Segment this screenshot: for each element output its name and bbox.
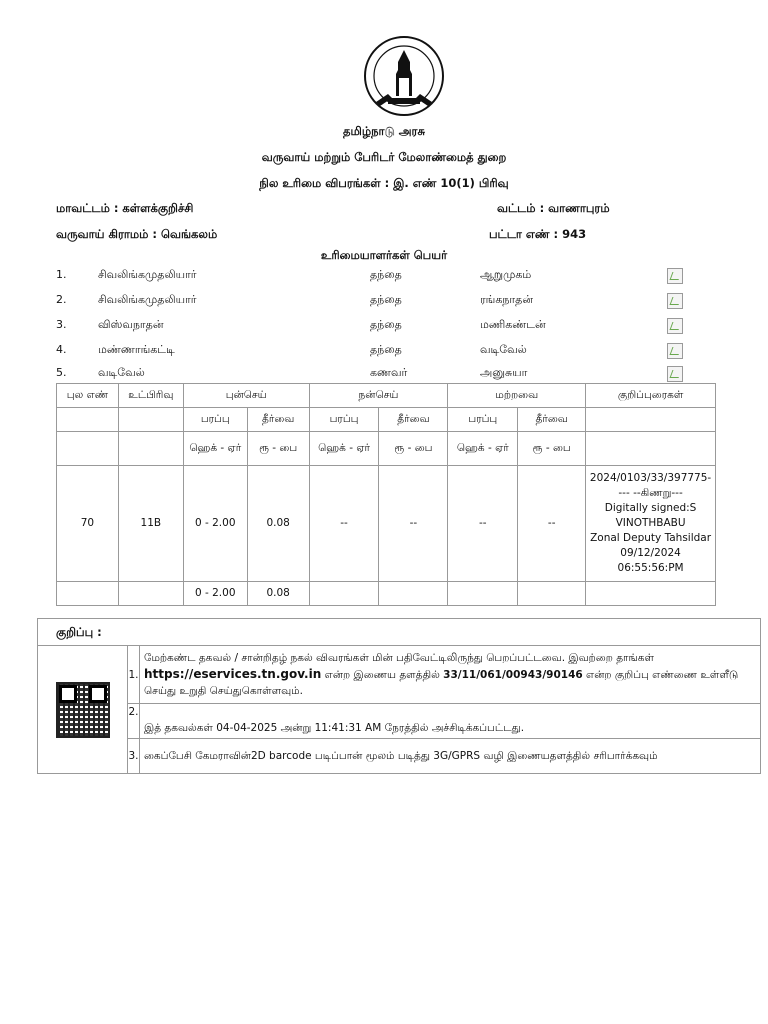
qr-code-cell [38,646,128,774]
total-punsei-area: 0 - 2.00 [183,582,247,606]
unit-area: ஹெக் - ஏர் [309,432,379,466]
note-text-before: மேற்கண்ட தகவல் / சான்றிதழ் நகல் விவரங்கள் மின் பதிவேட்டிலிருந்து பெறப்பட்டவை. இவற்றை தாங்கள் [144,652,654,664]
note-text-after: என்ற குறிப்பு எண்ணை உள்ளீடு செய்து உறுதி செய்துகொள்ளவும். [144,669,739,697]
unit-tax: ரூ - பை [379,432,448,466]
matravai-area: -- [448,466,518,582]
tamil-nadu-emblem [362,34,446,118]
note-text-mid: என்ற இணைய தளத்தில் [324,669,440,681]
department-title: வருவாய் மற்றும் பேரிடர் மேலாண்மைத் துறை [261,150,507,164]
note-text: கைப்பேசி கேமராவின்2D barcode படிப்பான் மூலம் படித்து 3G/GPRS வழி இணையதளத்தில் சரிபார்க்கவும் [140,739,761,774]
digital-signature: Digitally signed:S VINOTHBABU [604,502,697,529]
header-matravai: மற்றவை [448,384,586,408]
reference-number: 33/11/061/00943/90146 [443,669,583,681]
empty-cell [118,432,183,466]
empty-cell [379,582,448,606]
land-details-table [56,383,716,606]
nansei-area: -- [309,466,379,582]
unit-tax: ரூ - பை [247,432,309,466]
empty-cell [57,582,119,606]
owner-name: விஸ்வநாதன் [98,318,164,331]
owner-row [56,318,716,336]
owner-number: 5. [56,366,67,379]
owner-number: 3. [56,318,67,331]
owner-relation: கணவர் [370,366,408,379]
remark-reference: 2024/0103/33/397775---- --கிணறு--- [589,472,712,499]
owner-number: 2. [56,293,67,306]
header-tax: தீர்வை [518,408,586,432]
owner-relation: தந்தை [370,318,402,331]
owner-row [56,293,716,311]
header-area: பரப்பு [183,408,247,432]
header-remarks: குறிப்புரைகள் [586,384,716,408]
empty-cell [586,432,716,466]
owner-relative: வடிவேல் [480,343,527,356]
owner-row [56,366,716,384]
patta-number: பட்டா எண் : 943 [489,227,587,241]
district-label: மாவட்டம் : கள்ளக்குறிச்சி [56,201,194,215]
owner-relation: தந்தை [370,293,402,306]
punsei-area: 0 - 2.00 [183,466,247,582]
remarks-cell [586,466,716,582]
nansei-tax: -- [379,466,448,582]
notes-title: குறிப்பு : [38,619,761,646]
empty-cell [518,582,586,606]
header-survey-number: புல எண் [57,384,119,408]
note-text [140,646,761,704]
owner-number: 4. [56,343,67,356]
header-nansei: நன்செய் [309,384,448,408]
header-area: பரப்பு [448,408,518,432]
notes-table [37,618,761,774]
owner-relation: தந்தை [370,343,402,356]
sign-time: 06:55:56:PM [617,562,684,574]
empty-cell [118,408,183,432]
header-punsei: புன்செய் [183,384,309,408]
village-label: வருவாய் கிராமம் : வெங்கலம் [56,227,218,241]
punsei-tax: 0.08 [247,466,309,582]
broken-image-icon [667,343,683,359]
owners-heading: உரிமையாளர்கள் பெயர் [320,248,448,262]
note-number: 1. [128,646,140,704]
header-tax: தீர்வை [247,408,309,432]
broken-image-icon [667,366,683,382]
owner-relative: அனுசுயா [480,366,528,379]
empty-cell [448,582,518,606]
total-punsei-tax: 0.08 [247,582,309,606]
owner-relative: ரங்கநாதன் [480,293,533,306]
broken-image-icon [667,293,683,309]
total-row [57,582,716,606]
matravai-tax: -- [518,466,586,582]
verification-url[interactable]: https://eservices.tn.gov.in [144,667,322,681]
table-row [57,466,716,582]
owner-row [56,268,716,286]
header-area: பரப்பு [309,408,379,432]
owner-number: 1. [56,268,67,281]
subdivision: 11B [118,466,183,582]
note-text: இத் தகவல்கள் 04-04-2025 அன்று 11:41:31 AM நேரத்தில் அச்சிடிக்கப்பட்டது. [140,704,761,739]
note-number: 2. [128,704,140,739]
empty-cell [586,408,716,432]
taluk-label: வட்டம் : வாணாபுரம் [497,201,610,215]
owner-name: வடிவேல் [98,366,145,379]
owner-name: மண்ணாங்கட்டி [98,343,175,356]
empty-cell [309,582,379,606]
unit-tax: ரூ - பை [518,432,586,466]
owner-relation: தந்தை [370,268,402,281]
empty-cell [57,432,119,466]
header-tax: தீர்வை [379,408,448,432]
unit-area: ஹெக் - ஏர் [448,432,518,466]
qr-code [56,682,110,738]
sign-date: 09/12/2024 [620,547,681,559]
government-title: தமிழ்நாடு அரசு [343,124,425,138]
document-title: நில உரிமை விபரங்கள் : இ. எண் 10(1) பிரிவு [259,176,509,190]
survey-number: 70 [57,466,119,582]
empty-cell [57,408,119,432]
empty-cell [586,582,716,606]
owner-relative: மணிகண்டன் [480,318,546,331]
unit-area: ஹெக் - ஏர் [183,432,247,466]
owner-relative: ஆறுமுகம் [480,268,532,281]
broken-image-icon [667,268,683,284]
owner-row [56,343,716,361]
broken-image-icon [667,318,683,334]
header-subdivision: உட்பிரிவு [118,384,183,408]
owner-name: சிவலிங்கமுதலியார் [98,293,197,306]
note-number: 3. [128,739,140,774]
signer-designation: Zonal Deputy Tahsildar [590,532,712,544]
empty-cell [118,582,183,606]
owner-name: சிவலிங்கமுதலியார் [98,268,197,281]
